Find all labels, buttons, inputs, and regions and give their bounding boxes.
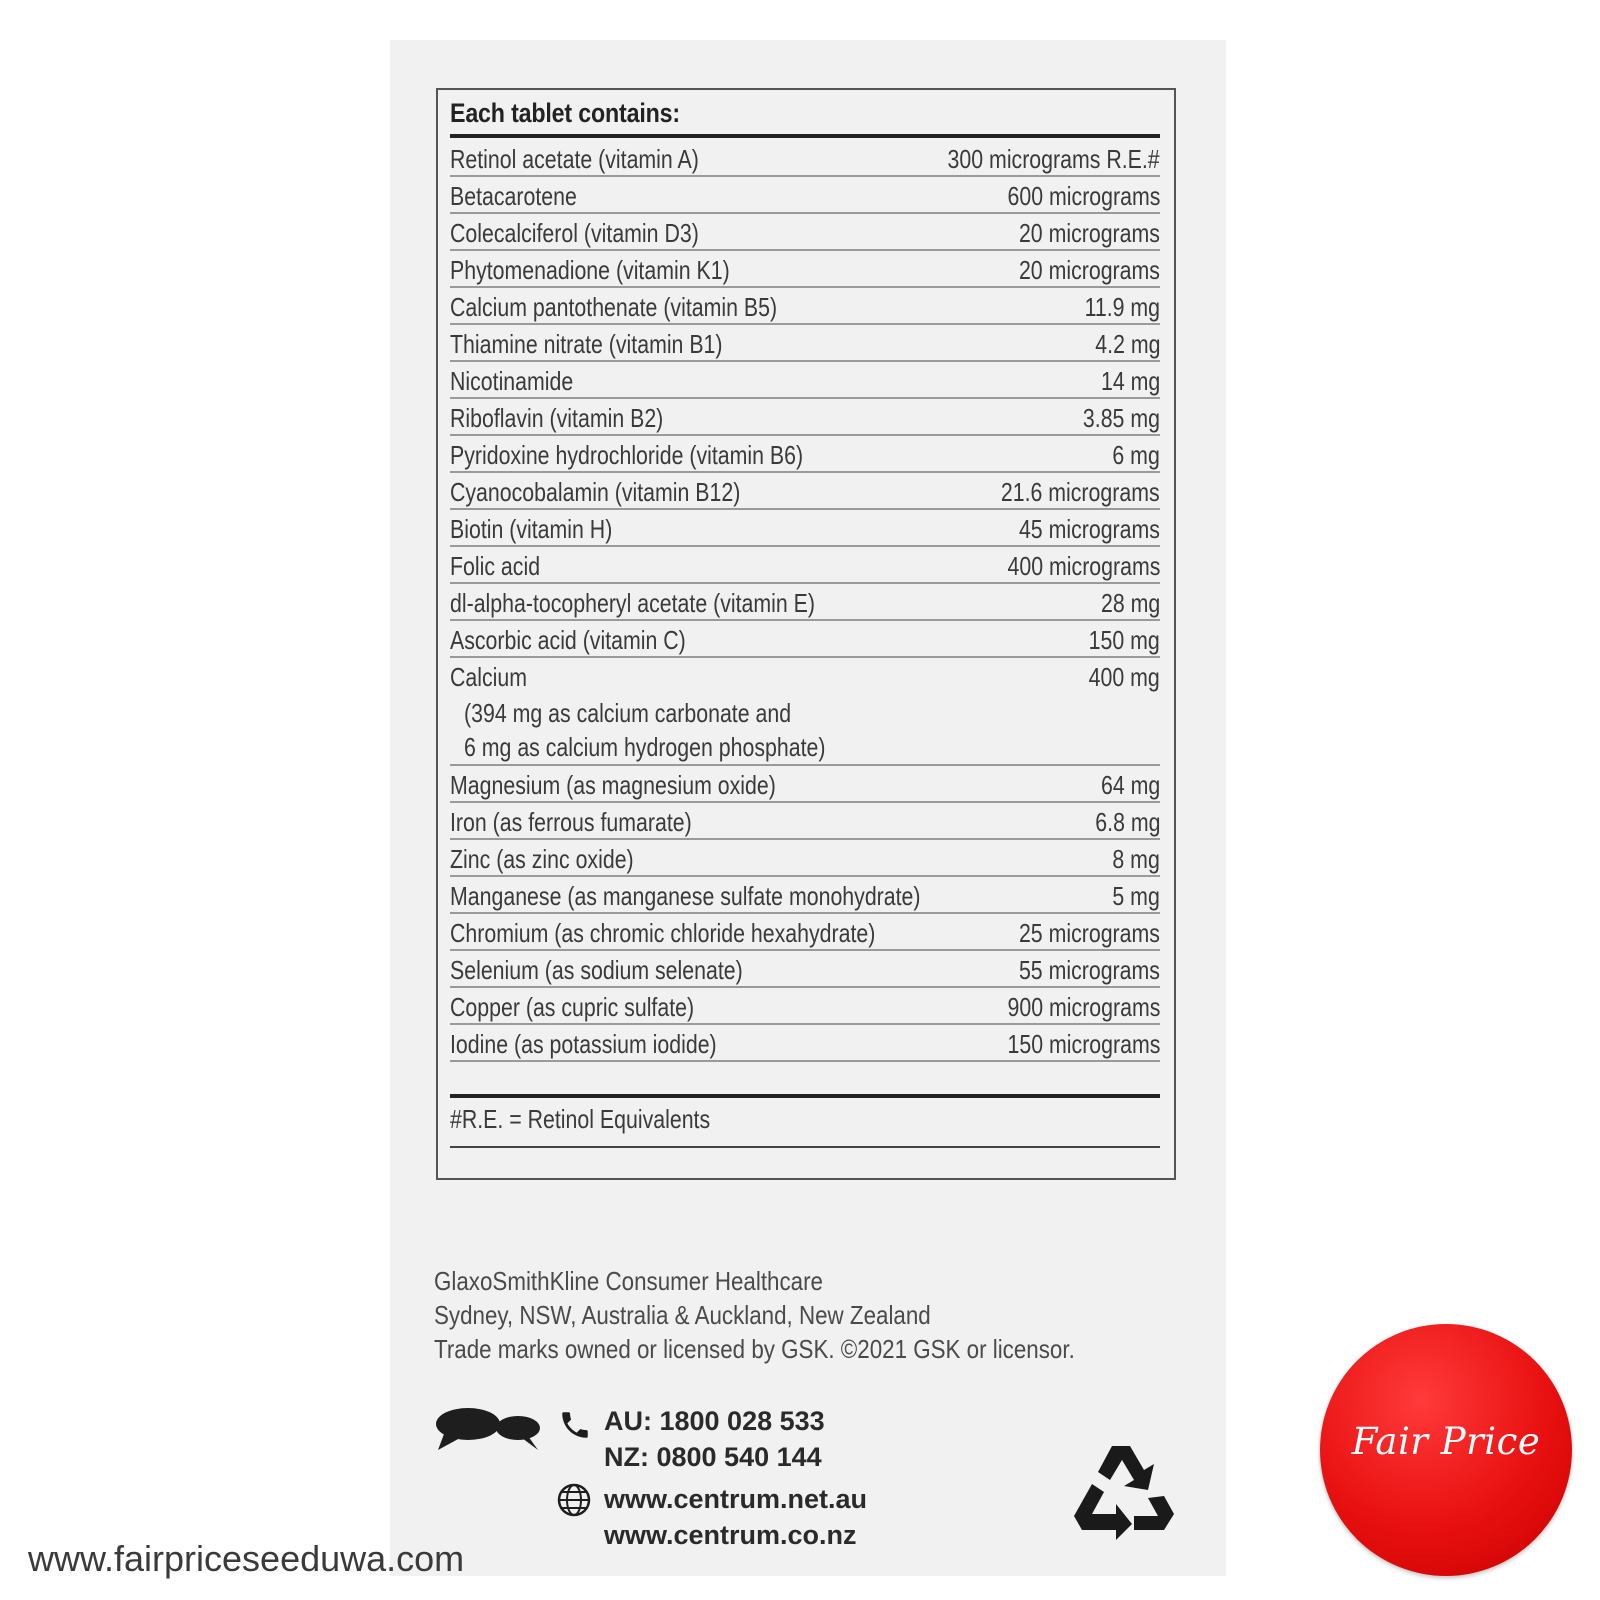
ingredient-name: Pyridoxine hydrochloride (vitamin B6) <box>450 440 804 470</box>
ingredient-amount: 25 micrograms <box>1019 918 1160 948</box>
ingredient-amount: 28 mg <box>1100 588 1160 618</box>
ingredient-name: Folic acid <box>450 551 541 581</box>
table-row <box>450 914 1160 951</box>
ingredient-amount: 5 mg <box>1112 881 1160 911</box>
ingredient-amount: 64 mg <box>1100 770 1160 800</box>
company-name: GlaxoSmithKline Consumer Healthcare <box>434 1266 823 1296</box>
ingredient-amount: 21.6 micrograms <box>1001 477 1160 507</box>
ingredient-name: Phytomenadione (vitamin K1) <box>450 255 730 285</box>
table-row <box>450 988 1160 1025</box>
ingredient-amount: 400 mg <box>1088 662 1160 692</box>
ingredient-name: dl-alpha-tocopheryl acetate (vitamin E) <box>450 588 815 618</box>
ingredient-amount: 6 mg <box>1112 440 1160 470</box>
phone-nz[interactable]: NZ: 0800 540 144 <box>604 1442 822 1472</box>
ingredient-name: Calcium <box>450 662 528 692</box>
ingredient-rows <box>450 140 1160 1062</box>
ingredient-note: (394 mg as calcium carbonate and 6 mg as calcium hydrogen phosphate) <box>464 698 826 762</box>
ingredient-amount: 8 mg <box>1112 844 1160 874</box>
table-row <box>450 547 1160 584</box>
speech-bubbles-icon <box>434 1404 544 1454</box>
ingredient-amount: 4.2 mg <box>1094 329 1160 359</box>
ingredient-name: Copper (as cupric sulfate) <box>450 992 695 1022</box>
table-row <box>450 177 1160 214</box>
table-row <box>450 803 1160 840</box>
phone-icon <box>558 1408 592 1442</box>
ingredient-amount: 14 mg <box>1100 366 1160 396</box>
supplement-facts-table <box>436 88 1176 1180</box>
ingredient-name: Iron (as ferrous fumarate) <box>450 807 692 837</box>
table-row <box>450 362 1160 399</box>
ingredient-name: Zinc (as zinc oxide) <box>450 844 634 874</box>
table-row <box>450 621 1160 658</box>
ingredient-name: Manganese (as manganese sulfate monohydrate) <box>450 881 921 911</box>
ingredient-name: Cyanocobalamin (vitamin B12) <box>450 477 741 507</box>
table-row <box>450 288 1160 325</box>
ingredient-name: Colecalciferol (vitamin D3) <box>450 218 699 248</box>
ingredient-name: Magnesium (as magnesium oxide) <box>450 770 776 800</box>
ingredient-name: Calcium pantothenate (vitamin B5) <box>450 292 778 322</box>
fair-price-badge <box>1320 1324 1572 1576</box>
table-row <box>450 877 1160 914</box>
title-divider <box>450 134 1160 138</box>
badge-text: Fair Price <box>1351 1420 1541 1463</box>
table-row <box>450 251 1160 288</box>
website-au[interactable]: www.centrum.net.au <box>604 1484 868 1514</box>
ingredient-amount: 150 micrograms <box>1007 1029 1160 1059</box>
ingredient-name: Ascorbic acid (vitamin C) <box>450 625 686 655</box>
table-row <box>450 1025 1160 1062</box>
ingredient-amount: 400 micrograms <box>1007 551 1160 581</box>
table-row <box>450 436 1160 473</box>
ingredient-name: Thiamine nitrate (vitamin B1) <box>450 329 723 359</box>
table-row <box>450 840 1160 877</box>
footer-divider <box>450 1094 1160 1098</box>
ingredient-name: Iodine (as potassium iodide) <box>450 1029 717 1059</box>
ingredient-amount: 20 micrograms <box>1019 255 1160 285</box>
table-row <box>450 140 1160 177</box>
footnote: #R.E. = Retinol Equivalents <box>450 1104 711 1134</box>
ingredient-name: Selenium (as sodium selenate) <box>450 955 743 985</box>
ingredient-name: Biotin (vitamin H) <box>450 514 613 544</box>
ingredient-amount: 600 micrograms <box>1007 181 1160 211</box>
table-row <box>450 584 1160 621</box>
ingredient-amount: 20 micrograms <box>1019 218 1160 248</box>
table-row <box>450 473 1160 510</box>
footnote-divider <box>450 1146 1160 1148</box>
trademark-notice: Trade marks owned or licensed by GSK. ©2021 GSK or licensor. <box>434 1334 1075 1364</box>
ingredient-name: Riboflavin (vitamin B2) <box>450 403 664 433</box>
watermark-url: www.fairpriceseeduwa.com <box>28 1538 465 1579</box>
table-row <box>450 214 1160 251</box>
ingredient-amount: 900 micrograms <box>1007 992 1160 1022</box>
table-row <box>450 951 1160 988</box>
recycle-icon <box>1068 1438 1180 1542</box>
table-row <box>450 325 1160 362</box>
website-nz[interactable]: www.centrum.co.nz <box>604 1520 857 1550</box>
table-row <box>450 658 1160 766</box>
phone-au[interactable]: AU: 1800 028 533 <box>604 1406 825 1436</box>
ingredient-amount: 6.8 mg <box>1094 807 1160 837</box>
ingredient-amount: 45 micrograms <box>1019 514 1160 544</box>
ingredient-amount: 11.9 mg <box>1084 292 1160 322</box>
globe-icon <box>556 1482 592 1518</box>
table-row <box>450 510 1160 547</box>
ingredient-amount: 3.85 mg <box>1082 403 1160 433</box>
ingredient-amount: 150 mg <box>1088 625 1160 655</box>
ingredient-name: Chromium (as chromic chloride hexahydrate) <box>450 918 876 948</box>
ingredient-amount: 300 micrograms R.E.# <box>947 144 1160 174</box>
ingredient-amount: 55 micrograms <box>1019 955 1160 985</box>
table-row <box>450 766 1160 803</box>
table-title: Each tablet contains: <box>450 98 680 128</box>
ingredient-name: Betacarotene <box>450 181 577 211</box>
company-location: Sydney, NSW, Australia & Auckland, New Zealand <box>434 1300 931 1330</box>
table-row <box>450 399 1160 436</box>
ingredient-name: Retinol acetate (vitamin A) <box>450 144 699 174</box>
company-info <box>434 1264 1179 1366</box>
ingredient-name: Nicotinamide <box>450 366 574 396</box>
